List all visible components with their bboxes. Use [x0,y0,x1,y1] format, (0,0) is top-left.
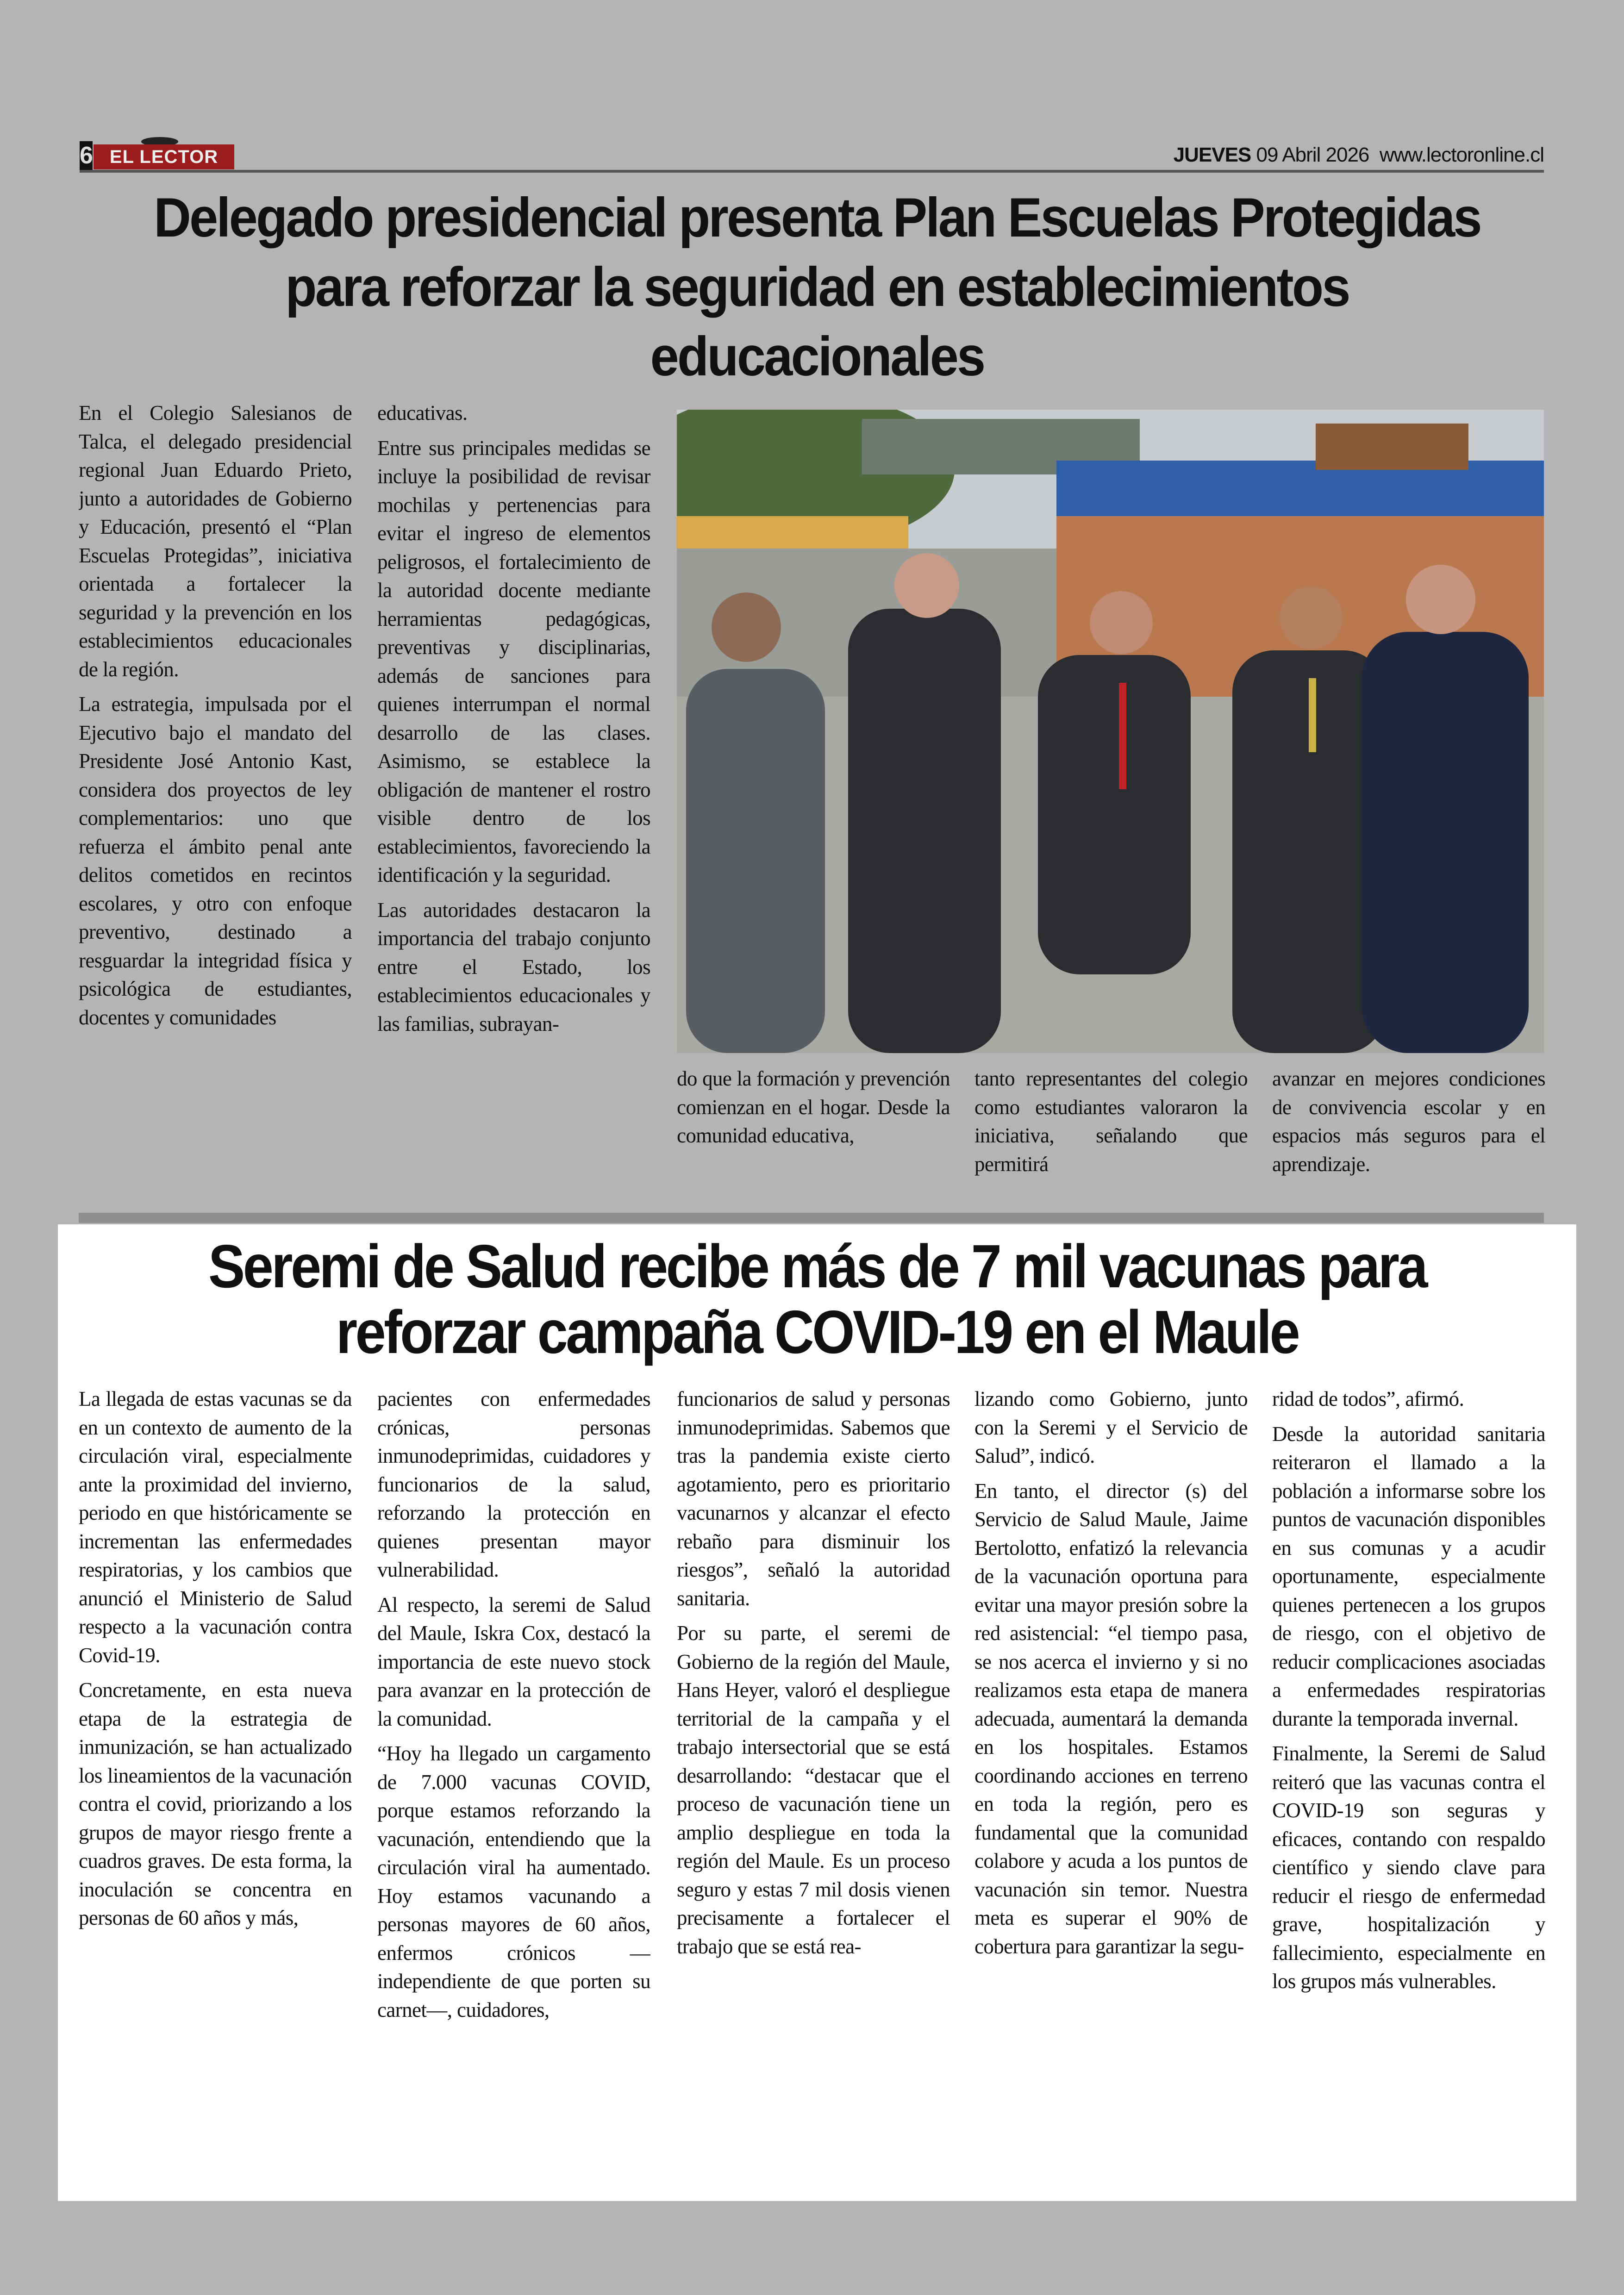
dateline-date: 09 Abril 2026 [1256,143,1369,166]
paragraph: La llegada de estas vacunas se da en un contexto de aumento de la circulación viral, especialmente ante la proximidad del invierno, periodo en que históricamente se incrementan las enfermedades respiratorias, y los cambios que anunció el Ministerio de Salud respecto a la vacunación contra Covid-19. [79,1387,352,1667]
paragraph: Las autoridades destacaron la importancia del trabajo conjunto entre el Estado, los establecimientos educacionales y las familias, subrayan- [377,898,650,1035]
paragraph: En el Colegio Salesianos de Talca, el delegado presidencial regional Juan Eduardo Prieto, junto a autoridades de Gobierno y Educación, presentó el “Plan Escuelas Protegidas”, iniciativa orientada a fortalecer la seguridad y la prevención en los establecimientos educacionales de la región. [79,401,352,681]
paragraph: avanzar en mejores condiciones de convivencia escolar y en espacios más seguros para el aprendizaje. [1272,1067,1545,1176]
article1-photo [677,410,1544,1053]
paragraph: do que la formación y prevención comienzan en el hogar. Desde la comunidad educativa, [677,1067,950,1147]
paragraph: tanto representantes del colegio como estudiantes valoraron la iniciativa, señalando que permitirá [974,1067,1248,1176]
paragraph: Desde la autoridad sanitaria reiteraron el llamado a la población a informarse sobre los puntos de vacunación disponibles en sus comunas y a acudir oportunamente, especialmente quienes pertenecen a los grupos de riesgo, con el objetivo de reducir complicaciones asociadas a enfermedades respiratorias durante la temporada invernal. [1272,1422,1545,1730]
photo-illustration [677,410,1544,1053]
article2-column-3 [677,1385,950,2186]
dateline [1174,143,1544,167]
article1-column-3 [677,1065,950,1190]
paragraph: pacientes con enfermedades crónicas, personas inmunodeprimidas, cuidadores y funcionarios de la salud, reforzando la protección en quienes presentan mayor vulnerabilidad. [377,1387,650,1581]
paragraph: lizando como Gobierno, junto con la Seremi y el Servicio de Salud”, indicó. [974,1387,1248,1467]
article1-column-1 [79,399,352,1186]
paragraph: En tanto, el director (s) del Servicio de Salud Maule, Jaime Bertolotto, enfatizó la relevancia de la vacunación oportuna para evitar una mayor presión sobre la red asistencial: “el tiempo pasa, se nos acerca el invierno y si no realizamos esta etapa de manera adecuada, aumentará la demanda en los hospitales. Estamos coordinando acciones en terreno en toda la región, pero es fundamental que la comunidad colabore y acuda a los puntos de vacunación sin temor. Nuestra meta es superar el 90% de cobertura para garantizar la segu- [974,1479,1248,1958]
newspaper-logo: EL LECTOR [94,144,234,169]
article2-column-5 [1272,1385,1545,2186]
paragraph: La estrategia, impulsada por el Ejecutivo bajo el mandato del Presidente José Antonio Kast, considera dos proyectos de ley complementarios: uno que refuerza el ámbito penal ante delitos cometidos en recintos escolares, y otro con enfoque preventivo, destinado a resguardar la integridad física y psicológica de estudiantes, docentes y comunidades [79,692,352,1029]
paragraph: Entre sus principales medidas se incluye la posibilidad de revisar mochilas y pertenencias para evitar el ingreso de elementos peligrosos, el fortalecimiento de la autoridad docente mediante herramientas pedagógicas, preventivas y disciplinarias, además de sanciones para quienes interrumpan el normal desarrollo de las clases. Asimismo, se establece la obligación de mantener el rostro visible dentro de los establecimientos, favoreciendo la identificación y la seguridad. [377,436,650,886]
dateline-day: JUEVES [1173,143,1251,166]
header-rule [80,170,1544,173]
article1-column-5 [1272,1065,1545,1190]
website-link[interactable]: www.lectoronline.cl [1379,143,1544,166]
paragraph: Concretamente, en esta nueva etapa de la estrategia de inmunización, se han actualizado los lineamientos de la vacunación contra el covid, priorizando a los grupos de mayor riesgo frente a cuadros graves. De esta forma, la inoculación se concentra en personas de 60 años y más, [79,1678,352,1929]
article1-column-2 [377,399,650,1186]
article-divider [79,1213,1544,1223]
page-number: 6 [80,142,93,169]
article2-column-4 [974,1385,1248,2186]
paragraph: ridad de todos”, afirmó. [1272,1387,1464,1410]
article2-headline: Seremi de Salud recibe más de 7 mil vacunas para reforzar campaña COVID-19 en el Maule [208,1232,1426,1366]
paragraph: Finalmente, la Seremi de Salud reiteró que las vacunas contra el COVID-19 son seguras y eficaces, contando con respaldo científico y siendo clave para reducir el riesgo de enfermedad grave, hospitalización y fallecimiento, especialmente en los grupos más vulnerables. [1272,1742,1545,1993]
paragraph: “Hoy ha llegado un cargamento de 7.000 vacunas COVID, porque estamos reforzando la vacunación, entendiendo que la circulación viral ha aumentado. Hoy estamos vacunando a personas mayores de 60 años, enfermos crónicos —independiente de que porten su carnet—, cuidadores, [377,1742,650,2021]
paragraph: funcionarios de salud y personas inmunodeprimidas. Sabemos que tras la pandemia existe cierto agotamiento, pero es prioritario vacunarnos y alcanzar el efecto rebaño para disminuir los riesgos”, señaló la autoridad sanitaria. [677,1387,950,1610]
article1-column-4 [974,1065,1248,1190]
paragraph: Por su parte, el seremi de Gobierno de la región del Maule, Hans Heyer, valoró el despliegue territorial de la campaña y el trabajo intersectorial que se está desarrollando: “destacar que el proceso de vacunación tiene un amplio despliegue en toda la región del Maule. Es un proceso seguro y estas 7 mil dosis vienen precisamente a fortalecer el trabajo que se está rea- [677,1621,950,1958]
paragraph: educativas. [377,401,468,424]
article2-column-1 [79,1385,352,2186]
paragraph: Al respecto, la seremi de Salud del Maule, Iskra Cox, destacó la importancia de este nuevo stock para avanzar en la protección de la comunidad. [377,1593,650,1730]
article2-column-2 [377,1385,650,2186]
article1-headline: Delegado presidencial presenta Plan Escuelas Protegidas para reforzar la seguridad en establecimientos educacionales [154,187,1480,387]
